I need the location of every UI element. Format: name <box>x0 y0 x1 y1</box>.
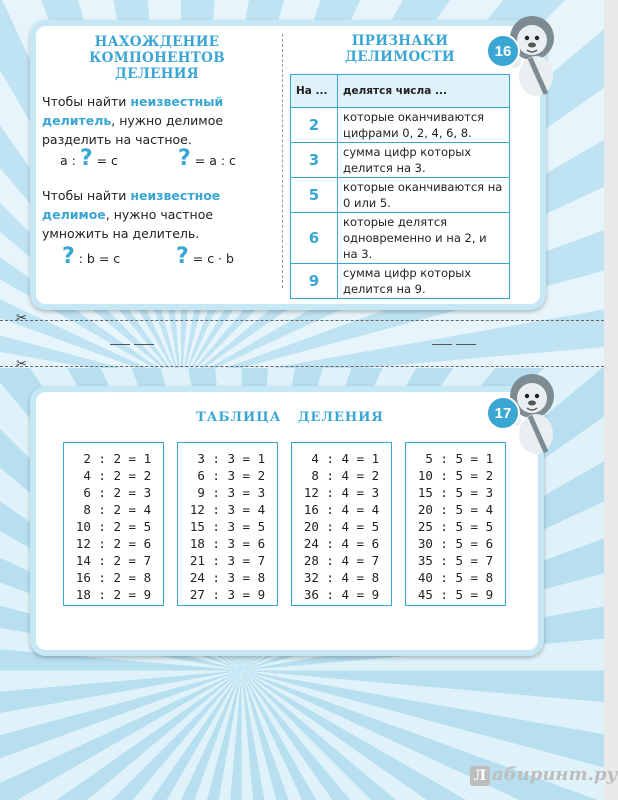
page-number-badge <box>486 34 520 68</box>
watermark <box>470 764 617 786</box>
heading-line: КОМПОНЕНТОВ <box>89 50 225 66</box>
division-column-3 <box>177 442 278 606</box>
list-item: 28 : 4 = 7 <box>303 553 380 568</box>
divisibility-table <box>290 74 510 299</box>
list-item: 6 : 3 = 2 <box>189 468 266 483</box>
division-table-title: ТАБЛИЦА ДЕЛЕНИЯ <box>196 410 384 425</box>
components-heading <box>44 34 270 82</box>
scissors-icon: ✂ <box>16 311 27 326</box>
division-column-4 <box>291 442 392 606</box>
list-item: 24 : 4 = 6 <box>303 536 380 551</box>
table-row <box>291 143 510 178</box>
list-item: 9 : 3 = 3 <box>189 485 266 500</box>
divisibility-rule: которые делятся одновременно и на 2, и на 3. <box>338 213 510 264</box>
list-item: 5 : 5 = 1 <box>417 451 494 466</box>
table-header: делятся числа ... <box>338 75 510 108</box>
list-item: 14 : 2 = 7 <box>75 553 152 568</box>
formula-part: : b = c <box>78 251 121 266</box>
heading-line: ДЕЛЕНИЯ <box>114 66 200 82</box>
list-item: 36 : 4 = 9 <box>303 587 380 602</box>
question-mark: ? <box>178 146 191 171</box>
card-divider <box>282 34 283 288</box>
list-item: 18 : 3 = 6 <box>189 536 266 551</box>
list-item: 6 : 2 = 3 <box>75 485 152 500</box>
formula-part: = a : c <box>194 153 236 168</box>
formula-divisor-1 <box>60 146 118 171</box>
divisibility-rule: которые оканчиваются на 0 или 5. <box>338 178 510 213</box>
fold-mark <box>134 344 154 345</box>
list-item: 12 : 3 = 4 <box>189 502 266 517</box>
division-column-5 <box>405 442 506 606</box>
formula-part: = c · b <box>192 251 234 266</box>
divisor-number: 2 <box>291 108 338 143</box>
rule-unknown-divisor <box>42 92 280 149</box>
rule-text: Чтобы найти <box>42 188 131 203</box>
page-number: 17 <box>494 404 512 422</box>
list-item: 8 : 2 = 4 <box>75 502 152 517</box>
division-column-2 <box>63 442 164 606</box>
list-item: 25 : 5 = 5 <box>417 519 494 534</box>
scissors-icon: ✂ <box>16 357 27 372</box>
formula-dividend-1 <box>62 244 120 269</box>
rule-text: Чтобы найти <box>42 94 131 109</box>
heading-line: ПРИЗНАКИ <box>351 33 449 49</box>
page-number: 16 <box>494 42 512 60</box>
divisor-number: 9 <box>291 264 338 299</box>
list-item: 2 : 2 = 1 <box>75 451 152 466</box>
page-edge <box>604 0 618 800</box>
table-row <box>291 108 510 143</box>
question-mark: ? <box>79 146 93 171</box>
table-row <box>291 178 510 213</box>
fold-mark <box>432 344 452 345</box>
heading-line: ДЕЛИМОСТИ <box>345 49 455 65</box>
formula-part: = c <box>96 153 118 168</box>
watermark-text: абиринт.ру <box>492 764 618 785</box>
divisor-number: 6 <box>291 213 338 264</box>
list-item: 8 : 4 = 2 <box>303 468 380 483</box>
rule-unknown-dividend <box>42 186 280 243</box>
rule-text: , нужно делимое разделить на частное. <box>42 113 224 147</box>
table-row <box>291 213 510 264</box>
list-item: 21 : 3 = 7 <box>189 553 266 568</box>
list-item: 10 : 2 = 5 <box>75 519 152 534</box>
divisor-number: 3 <box>291 143 338 178</box>
fold-mark <box>110 344 130 345</box>
divisibility-rule: сумма цифр которых делится на 3. <box>338 143 510 178</box>
list-item: 15 : 3 = 5 <box>189 519 266 534</box>
list-item: 10 : 5 = 2 <box>417 468 494 483</box>
list-item: 16 : 2 = 8 <box>75 570 152 585</box>
list-item: 27 : 3 = 9 <box>189 587 266 602</box>
cut-line <box>0 366 604 367</box>
list-item: 4 : 2 = 2 <box>75 468 152 483</box>
table-header: На ... <box>291 75 338 108</box>
watermark-logo: Л <box>470 766 490 786</box>
question-mark: ? <box>176 244 189 269</box>
divisor-number: 5 <box>291 178 338 213</box>
list-item: 12 : 2 = 6 <box>75 536 152 551</box>
list-item: 15 : 5 = 3 <box>417 485 494 500</box>
question-mark: ? <box>62 244 75 269</box>
formula-dividend-2 <box>176 244 234 269</box>
list-item: 18 : 2 = 9 <box>75 587 152 602</box>
fold-mark <box>456 344 476 345</box>
formula-part: a : <box>60 153 76 168</box>
list-item: 32 : 4 = 8 <box>303 570 380 585</box>
list-item: 40 : 5 = 8 <box>417 570 494 585</box>
table-header-row <box>291 75 510 108</box>
divisibility-rule: сумма цифр которых делится на 9. <box>338 264 510 299</box>
list-item: 3 : 3 = 1 <box>189 451 266 466</box>
list-item: 20 : 4 = 5 <box>303 519 380 534</box>
table-row <box>291 264 510 299</box>
formula-divisor-2 <box>178 146 236 171</box>
rule-highlight: неизвестный делитель <box>42 94 224 128</box>
divisibility-heading <box>300 33 500 65</box>
list-item: 12 : 4 = 3 <box>303 485 380 500</box>
list-item: 16 : 4 = 4 <box>303 502 380 517</box>
rule-text: , нужно частное умножить на делитель. <box>42 207 214 241</box>
page-number-badge <box>486 396 520 430</box>
list-item: 20 : 5 = 4 <box>417 502 494 517</box>
list-item: 30 : 5 = 6 <box>417 536 494 551</box>
list-item: 35 : 5 = 7 <box>417 553 494 568</box>
heading-line: НАХОЖДЕНИЕ <box>94 34 220 50</box>
rule-highlight: неизвестное делимое <box>42 188 221 222</box>
cut-line <box>0 320 604 321</box>
divisibility-rule: которые оканчиваются цифрами 0, 2, 4, 6, 8. <box>338 108 510 143</box>
list-item: 45 : 5 = 9 <box>417 587 494 602</box>
list-item: 24 : 3 = 8 <box>189 570 266 585</box>
list-item: 4 : 4 = 1 <box>303 451 380 466</box>
